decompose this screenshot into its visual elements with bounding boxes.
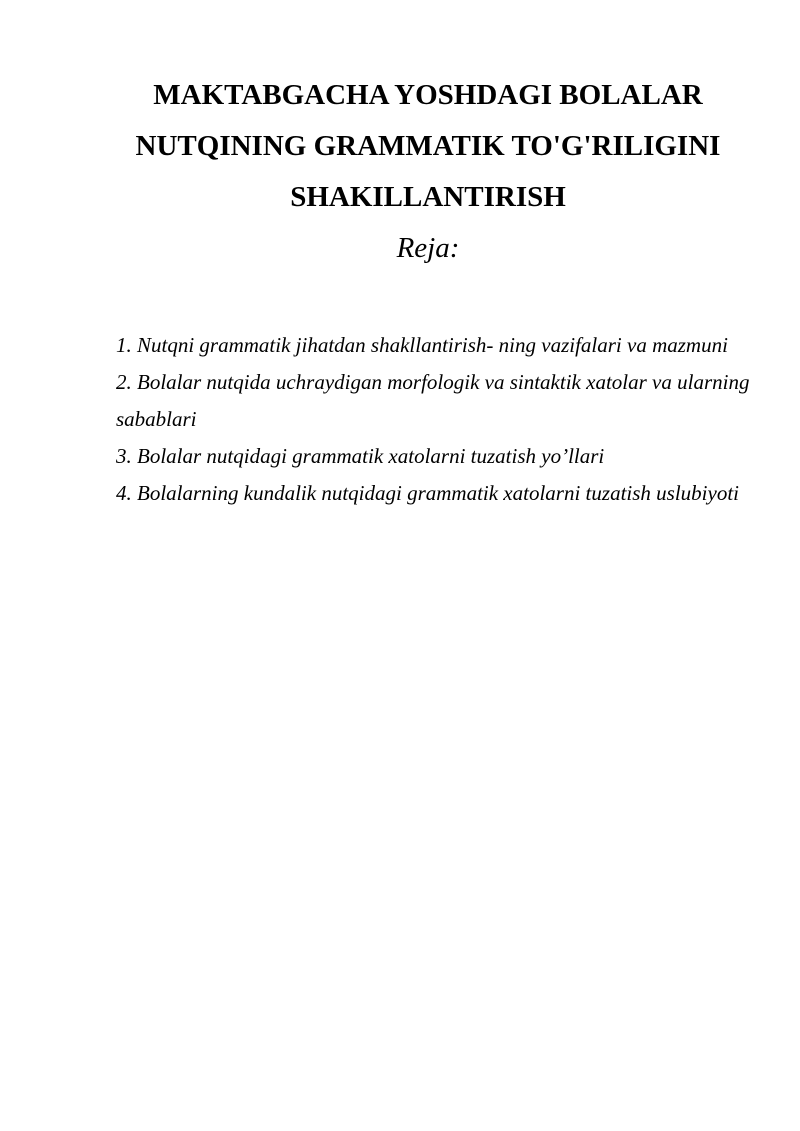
plan-item-4: 4. Bolalarning kundalik nutqidagi grammatik xatolarni tuzatish uslubiyoti [116, 481, 739, 505]
title-line-3: SHAKILLANTIRISH [290, 181, 566, 213]
plan-heading: Reja: [396, 232, 460, 264]
plan-item-1: 1. Nutqni grammatik jihatdan shakllantirish- ning vazifalari va mazmuni [116, 333, 728, 357]
plan-item-2: 2. Bolalar nutqida uchraydigan morfologik va sintaktik xatolar va ularning sabablari [116, 370, 750, 431]
document-title [60, 70, 796, 223]
plan-item-3: 3. Bolalar nutqidagi grammatik xatolarni tuzatish yo’llari [116, 444, 605, 468]
plan-list [116, 327, 776, 512]
title-line-2: NUTQINING GRAMMATIK TO'G'RILIGINI [135, 130, 721, 162]
title-line-1: MAKTABGACHA YOSHDAGI BOLALAR [153, 79, 703, 111]
